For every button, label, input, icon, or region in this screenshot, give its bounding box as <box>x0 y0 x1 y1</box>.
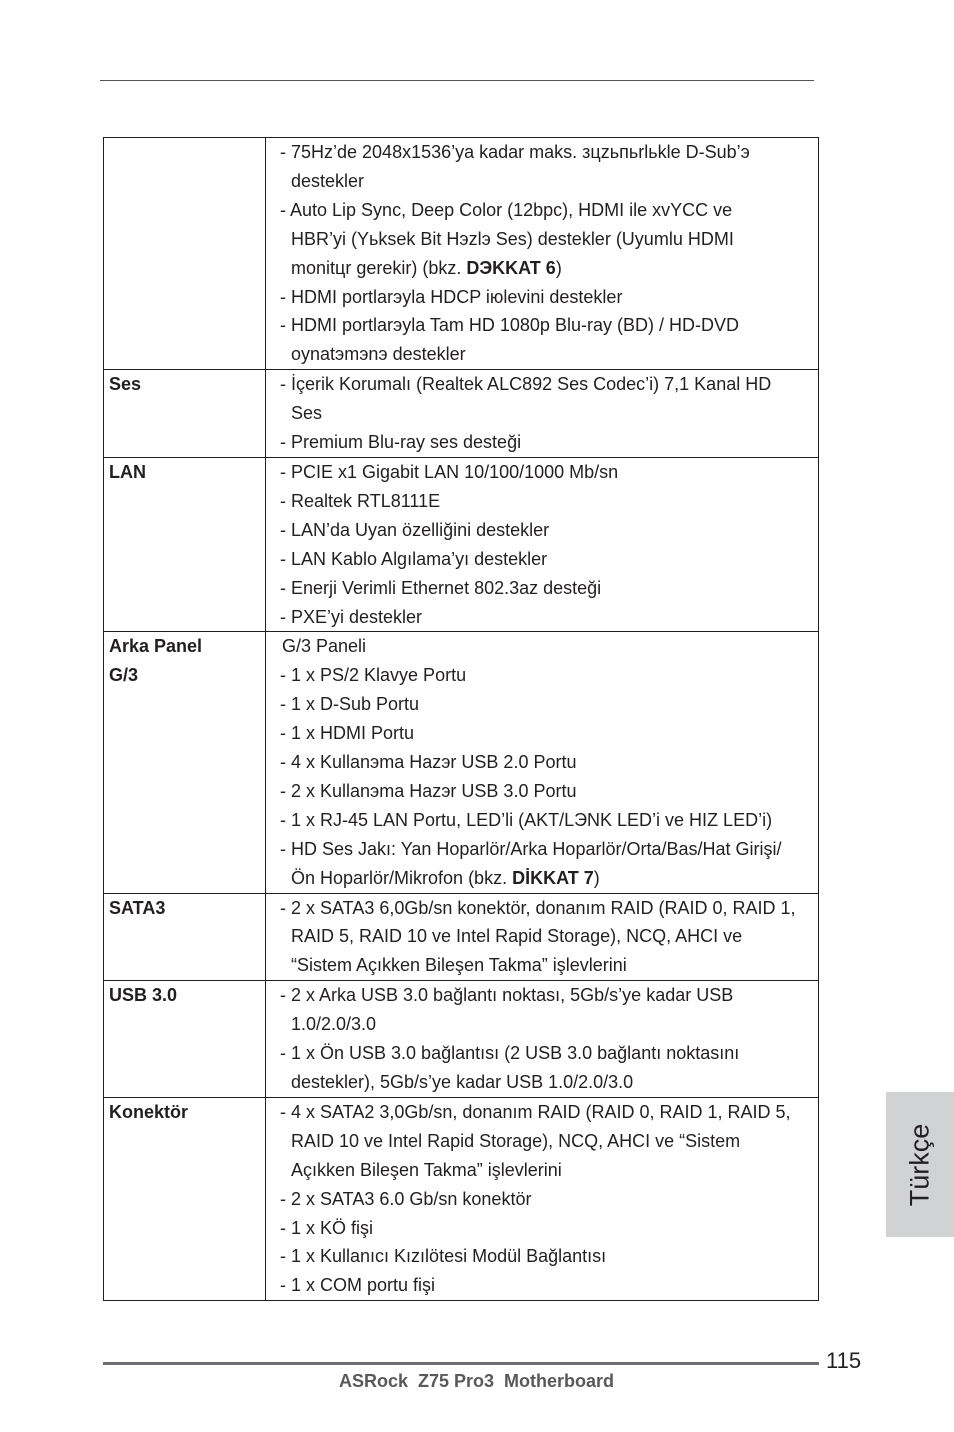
note-reference: DЭKKAT 6 <box>466 257 556 278</box>
spec-line: “Sistem Açıkken Bileşen Takma” işlevlerini <box>291 955 627 976</box>
spec-row-label <box>104 138 266 370</box>
spec-line: - HD Ses Jakı: Yan Hoparlör/Arka Hoparlör/Orta/Bas/Hat Girişi/ <box>280 838 782 859</box>
language-tab <box>886 1092 954 1237</box>
spec-label-line: SATA3 <box>109 897 166 918</box>
spec-line: - 1 x PS/2 Klavye Portu <box>280 665 467 686</box>
spec-line: - 2 x SATA3 6,0Gb/sn konektör, donanım RAID (RAID 0, RAID 1, <box>280 897 796 918</box>
spec-line: - 1 x KÖ fişi <box>280 1217 374 1238</box>
spec-row <box>104 632 819 893</box>
spec-row <box>104 893 819 981</box>
spec-row-value <box>266 632 819 893</box>
spec-label-line: USB 3.0 <box>109 985 178 1006</box>
spec-row-value <box>266 457 819 631</box>
spec-label-line: G/3 <box>109 665 139 686</box>
spec-line: - Enerji Verimli Ethernet 802.3az desteği <box>280 577 602 598</box>
spec-line: - HDMI portlarэyla Tam HD 1080p Blu-ray (BD) / HD-DVD <box>280 315 739 336</box>
language-tab-label: Türkçe <box>904 1123 935 1206</box>
spec-line: G/3 Paneli <box>282 636 367 657</box>
spec-line: - İçerik Korumalı (Realtek ALC892 Ses Codec’i) 7,1 Kanal HD <box>280 374 772 395</box>
spec-line: - 1 x COM portu fişi <box>280 1275 436 1296</box>
spec-line: destekler <box>291 170 365 191</box>
spec-row-label <box>104 632 266 893</box>
spec-row <box>104 1097 819 1300</box>
spec-line: destekler), 5Gb/s’ye kadar USB 1.0/2.0/3.0 <box>291 1072 634 1092</box>
spec-row-value <box>266 370 819 458</box>
spec-label-line: Arka Panel <box>109 636 203 657</box>
spec-row <box>104 457 819 631</box>
page-number: 115 <box>826 1348 862 1373</box>
spec-label-line: LAN <box>109 461 146 482</box>
spec-label-line: Ses <box>109 374 142 395</box>
spec-line: Ses <box>291 403 323 424</box>
spec-line: - 4 x SATA2 3,0Gb/sn, donanım RAID (RAID 0, RAID 1, RAID 5, <box>280 1101 791 1122</box>
bottom-rule <box>103 1362 819 1365</box>
spec-line: - Auto Lip Sync, Deep Color (12bpc), HDMI ile xvYCC ve <box>280 199 733 220</box>
note-reference: DİKKAT 7 <box>512 867 594 888</box>
spec-line: - 1 x Ön USB 3.0 bağlantısı (2 USB 3.0 bağlantı noktasını <box>280 1043 740 1064</box>
spec-line: HBR’yi (Yьksek Bit Hэzlэ Ses) destekler (Uyumlu HDMI <box>291 228 734 249</box>
spec-row <box>104 138 819 370</box>
spec-row-value <box>266 893 819 981</box>
spec-line: - LAN’da Uyan özelliğini destekler <box>280 519 550 540</box>
spec-line: - 2 x Arka USB 3.0 bağlantı noktası, 5Gb/s’ye kadar USB <box>280 985 734 1006</box>
spec-line: - 1 x RJ-45 LAN Portu, LED’li (AKT/LЭNK LED’i ve HIZ LED’i) <box>280 809 773 830</box>
spec-line: - 1 x D-Sub Portu <box>280 694 420 715</box>
spec-row-label <box>104 370 266 458</box>
spec-line: - 4 x Kullanэma Hazэr USB 2.0 Portu <box>280 752 577 773</box>
spec-table-body <box>104 138 819 1301</box>
spec-line: Ön Hoparlör/Mikrofon (bkz. DİKKAT 7) <box>291 867 600 888</box>
spec-line: - PCIE x1 Gigabit LAN 10/100/1000 Mb/sn <box>280 461 619 482</box>
spec-row-label <box>104 981 266 1098</box>
spec-row-value <box>266 138 819 370</box>
spec-line: - HDMI portlarэyla HDCP iюlevini destekler <box>280 286 623 307</box>
spec-line: - 2 x SATA3 6.0 Gb/sn konektör <box>280 1188 532 1209</box>
spec-row-value <box>266 981 819 1098</box>
footer-text: ASRock Z75 Pro3 Motherboard <box>338 1371 615 1391</box>
spec-line: Açıkken Bileşen Takma” işlevlerini <box>291 1159 562 1180</box>
top-rule <box>100 80 814 81</box>
spec-row <box>104 370 819 458</box>
spec-line: monitцr gerekir) (bkz. DЭKKAT 6) <box>291 257 562 278</box>
spec-line: - 1 x HDMI Portu <box>280 723 415 744</box>
spec-row-label <box>104 1097 266 1300</box>
spec-row-label <box>104 893 266 981</box>
spec-line: - 1 x Kullanıcı Kızılötesi Modül Bağlantısı <box>280 1246 607 1267</box>
spec-line: RAID 5, RAID 10 ve Intel Rapid Storage), NCQ, AHCI ve <box>291 926 743 947</box>
spec-line: - Premium Blu-ray ses desteği <box>280 432 522 453</box>
spec-line: oynatэmэnэ destekler <box>291 344 466 365</box>
spec-line: - LAN Kablo Algılama’yı destekler <box>280 548 548 569</box>
spec-line: - PXE’yi destekler <box>280 606 423 627</box>
spec-line: - Realtek RTL8111E <box>280 490 441 511</box>
spec-label-line: Konektör <box>109 1101 189 1122</box>
spec-line: - 75Hz’de 2048x1536’ya kadar maks. зцzьпьrlьkle D-Sub’э <box>280 142 750 162</box>
spec-line: 1.0/2.0/3.0 <box>291 1014 377 1035</box>
spec-line: - 2 x Kullanэma Hazэr USB 3.0 Portu <box>280 780 577 801</box>
spec-row <box>104 981 819 1098</box>
spec-row-label <box>104 457 266 631</box>
spec-line: RAID 10 ve Intel Rapid Storage), NCQ, AHCI ve “Sistem <box>291 1130 741 1151</box>
spec-row-value <box>266 1097 819 1300</box>
spec-table <box>103 137 819 1301</box>
footer <box>0 1371 954 1392</box>
